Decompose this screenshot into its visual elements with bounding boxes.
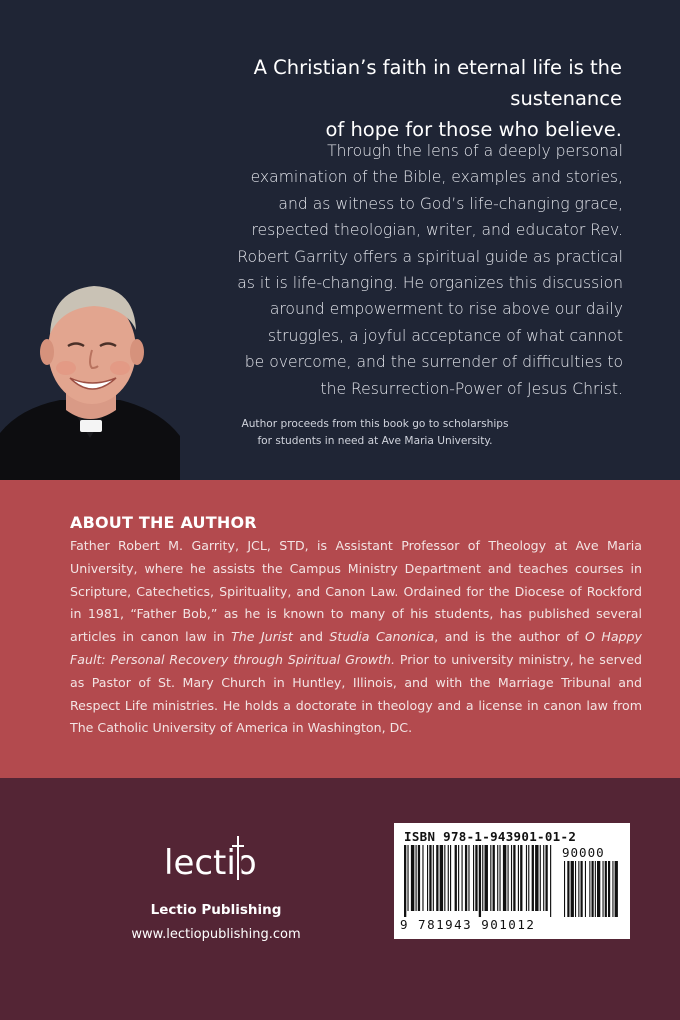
barcode-bar (493, 845, 495, 911)
isbn-label: ISBN 978-1-943901-01-2 (404, 829, 577, 844)
publisher-name: Lectio Publishing (150, 902, 282, 918)
barcode-addon-bar (585, 861, 586, 917)
barcode-bar (513, 845, 515, 911)
barcode-addon-bar (567, 861, 569, 917)
book-blurb (183, 138, 623, 402)
blurb-line: as it is life-changing. He organizes this discussion (237, 274, 623, 293)
barcode-addon: 90000 (562, 845, 605, 860)
blurb-line: and as witness to God’s life-changing grace, (278, 194, 623, 213)
barcode-addon-bar (608, 861, 610, 917)
barcode-bar (543, 845, 544, 911)
headline-line: A Christian’s faith in eternal life is the sustenance (253, 56, 622, 110)
barcode-bar (429, 845, 431, 911)
barcode-addon-bar (575, 861, 576, 917)
barcode-addon-bar (612, 861, 613, 917)
barcode-bar (440, 845, 443, 911)
barcode-bar (465, 845, 467, 911)
barcode-bar (407, 845, 408, 911)
proceeds-line: Author proceeds from this book go to scholarships (241, 418, 509, 430)
barcode-bar (482, 845, 483, 911)
barcode-bar (532, 845, 534, 911)
about-author-text (70, 535, 642, 740)
blurb-line: examination of the Bible, examples and stories, (250, 168, 623, 187)
blurb-line: Through the lens of a deeply personal (327, 142, 623, 160)
barcode-bar (462, 845, 463, 911)
blurb-line: around empowerment to rise above our daily (269, 300, 623, 319)
about-author-panel (0, 480, 680, 778)
barcode-bar (499, 845, 500, 911)
barcode-bar (458, 845, 459, 911)
barcode-addon-bar (578, 861, 579, 917)
isbn-barcode (394, 823, 630, 939)
barcode-addon-bar (603, 861, 604, 917)
barcode-bar (526, 845, 527, 911)
barcode-bar (427, 845, 428, 911)
logo-text: lectio (164, 843, 257, 883)
publisher-website: www.lectiopublishing.com (131, 927, 301, 942)
barcode-addon-bar (592, 861, 594, 917)
blurb-line: struggles, a joyful acceptance of what cannot (267, 326, 623, 345)
barcode-bars (404, 845, 620, 919)
barcode-addon-bar (605, 861, 607, 917)
blurb-line: respected theologian, writer, and educator Rev. (251, 221, 623, 240)
barcode-addon-bar (564, 861, 565, 917)
description-panel (0, 0, 680, 480)
barcode-bar (468, 845, 469, 911)
blurb-line: be overcome, and the surrender of difficulties to (244, 353, 623, 372)
blurb-line: Robert Garrity offers a spiritual guide as practical (237, 247, 623, 266)
barcode-bar (550, 845, 551, 917)
lectio-logo (152, 834, 282, 884)
proceeds-line: for students in need at Ave Maria University. (257, 435, 493, 447)
barcode-bar (404, 845, 406, 917)
journal-title: Studia Canonica (329, 629, 435, 645)
headline-line: of hope for those who believe. (325, 118, 622, 141)
barcode-bar (436, 845, 438, 911)
about-text-part: Father Robert M. Garrity, JCL, STD, is Assistant Professor of Theology at Ave Maria University, where he assists the Campus Ministry Department and teaches courses in Scripture, Catechetics, Spirituality, and Canon Law. Ordained for the Diocese of Rockford in 1981, “Father Bob,” as he is known to many of his students, has published several articles in canon law in (70, 538, 642, 645)
barcode-bar (545, 845, 547, 911)
barcode-bar (535, 845, 538, 911)
barcode-digits: 9 781943 901012 (400, 917, 536, 932)
barcode-bar (450, 845, 451, 911)
barcode-bar (520, 845, 522, 911)
barcode-bar (540, 845, 541, 911)
barcode-addon-bar (589, 861, 590, 917)
publisher-panel (0, 778, 680, 1020)
barcode-bar (433, 845, 434, 911)
barcode-addon-bar (597, 861, 600, 917)
barcode-bar (485, 845, 488, 911)
author-portrait-illustration (0, 268, 180, 480)
about-text-part: , and is the author of (434, 629, 585, 645)
barcode-bar (448, 845, 449, 911)
barcode-bar (511, 845, 512, 911)
barcode-bar (475, 845, 477, 911)
barcode-bar (418, 845, 420, 911)
about-text-part: Prior to university ministry, he served as Pastor of St. Mary Church in Huntley, Illinois, and with the Marriage Tribunal and Respect Life ministries. He holds a doctorate in theology and a license in canon law from The Catholic University of America in Washington, DC. (70, 651, 642, 736)
headline (162, 52, 622, 145)
barcode-bar (411, 845, 414, 911)
proceeds-note (205, 416, 545, 450)
barcode-bar (473, 845, 474, 911)
barcode-addon-bar (571, 861, 574, 917)
about-text-part: and (292, 629, 330, 645)
barcode-addon-bar (581, 861, 583, 917)
barcode-bar (528, 845, 529, 911)
barcode-addon-bar (595, 861, 596, 917)
barcode-bar (490, 845, 491, 911)
barcode-bar (422, 845, 423, 911)
journal-title: The Jurist (231, 629, 293, 645)
barcode-bar (497, 845, 498, 911)
barcode-bar (518, 845, 519, 911)
barcode-bar (479, 845, 481, 917)
barcode-bar (503, 845, 506, 911)
barcode-bar (508, 845, 509, 911)
blurb-line: the Resurrection-Power of Jesus Christ. (320, 379, 623, 398)
book-title: O Happy Fault: Personal Recovery through Spiritual Growth. (70, 629, 642, 667)
barcode-bar (444, 845, 445, 911)
author-portrait (0, 268, 180, 480)
about-author-heading: ABOUT THE AUTHOR (70, 513, 257, 532)
barcode-addon-bar (615, 861, 618, 917)
barcode-bar (416, 845, 417, 911)
barcode-bar (455, 845, 457, 911)
